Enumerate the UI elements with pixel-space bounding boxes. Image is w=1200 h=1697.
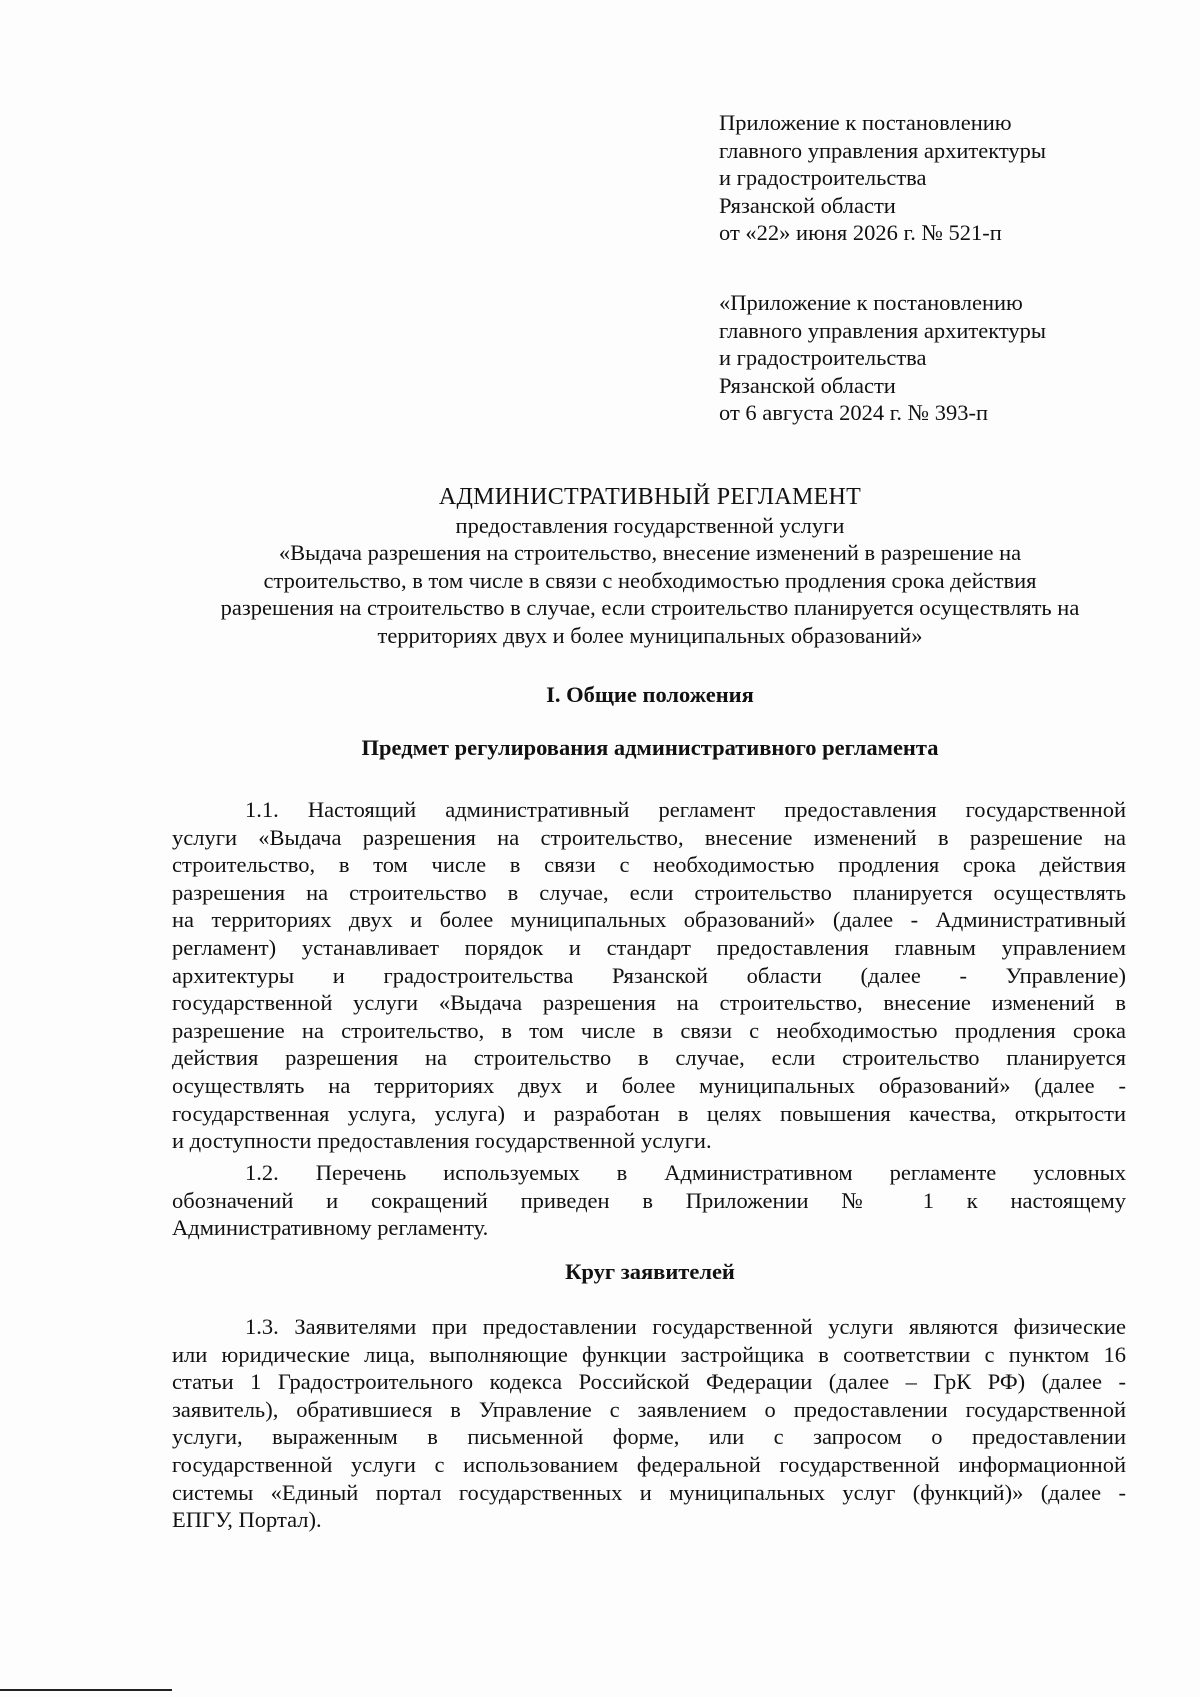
paragraph-line: обозначений и сокращений приведен в Приложении № 1 к настоящему xyxy=(172,1187,1126,1213)
paragraph-line: 1.3. Заявителями при предоставлении государственной услуги являются физические xyxy=(245,1314,1126,1339)
annex-line: главного управления архитектуры xyxy=(719,137,1047,163)
paragraph-line: услуги, выраженным в письменной форме, или с запросом о предоставлении xyxy=(172,1424,1126,1450)
paragraph-line: государственной услуги «Выдача разрешения на строительство, внесение изменений в xyxy=(172,990,1126,1016)
paragraph-line: архитектуры и градостроительства Рязанской области (далее - Управление) xyxy=(172,962,1126,988)
title-main: АДМИНИСТРАТИВНЫЙ РЕГЛАМЕНТ xyxy=(438,484,862,510)
annex-line: и градостроительства xyxy=(719,345,927,370)
paragraph-line: статьи 1 Градостроительного кодекса Российской Федерации (далее – ГрК РФ) (далее - xyxy=(172,1369,1126,1395)
title-line: разрешения на строительство в случае, если строительство планируется осуществлять на xyxy=(220,595,1080,620)
title-line: строительство, в том числе в связи с необходимостью продления срока действия xyxy=(263,567,1037,593)
paragraph-1-1 xyxy=(172,796,1126,1155)
paragraph-line: разрешения на строительство в случае, если строительство планируется осуществлять xyxy=(172,879,1126,905)
paragraph-line: действия разрешения на строительство в случае, если строительство планируется xyxy=(172,1045,1126,1071)
annex-line: «Приложение к постановлению xyxy=(719,290,1023,315)
title-line: территориях двух и более муниципальных образований» xyxy=(377,622,923,648)
paragraph-line: заявитель), обратившиеся в Управление с заявлением о предоставлении государственной xyxy=(172,1396,1126,1422)
annex-line: Приложение к постановлению xyxy=(719,110,1012,135)
paragraph-line: разрешение на строительство, в том числе в связи с необходимостью продления срока xyxy=(172,1017,1126,1043)
paragraph-line: государственная услуга, услуга) и разработан в целях повышения качества, открытости xyxy=(172,1100,1126,1126)
paragraph-line: системы «Единый портал государственных и муниципальных услуг (функций)» (далее - xyxy=(172,1479,1126,1505)
paragraph-1-2 xyxy=(172,1159,1126,1242)
paragraph-line: Административному регламенту. xyxy=(172,1215,489,1241)
title-line: «Выдача разрешения на строительство, внесение изменений в разрешение на xyxy=(278,540,1022,565)
applicants-heading: Круг заявителей xyxy=(565,1259,735,1284)
annex-line: от 6 августа 2024 г. № 393-п xyxy=(719,400,989,425)
subject-heading: Предмет регулирования административного регламента xyxy=(361,735,939,760)
section-heading: I. Общие положения xyxy=(546,682,754,707)
paragraph-line: 1.1. Настоящий административный регламент предоставления государственной xyxy=(245,797,1126,822)
annex-line: Рязанской области xyxy=(719,192,896,218)
annex-note-previous xyxy=(719,289,1159,427)
annex-line: и градостроительства xyxy=(719,165,927,190)
annex-line: главного управления архитектуры xyxy=(719,317,1047,343)
document-title xyxy=(160,484,1140,649)
paragraph-line: регламент) устанавливает порядок и стандарт предоставления главным управлением xyxy=(172,934,1126,960)
paragraph-line: услуги «Выдача разрешения на строительство, внесение изменений в разрешение на xyxy=(172,824,1126,850)
paragraph-line: и доступности предоставления государственной услуги. xyxy=(172,1128,712,1154)
paragraph-line: осуществлять на территориях двух и более муниципальных образований» (далее - xyxy=(172,1072,1126,1098)
paragraph-line: или юридические лица, выполняющие функции застройщика в соответствии с пунктом 16 xyxy=(172,1341,1126,1367)
paragraph-1-3 xyxy=(172,1313,1126,1534)
annex-note-current xyxy=(719,109,1159,247)
paragraph-line: строительство, в том числе в связи с необходимостью продления срока действия xyxy=(172,852,1126,878)
annex-line: от «22» июня 2026 г. № 521-п xyxy=(719,220,1002,245)
paragraph-line: на территориях двух и более муниципальных образований» (далее - Административный xyxy=(172,907,1126,933)
title-line: предоставления государственной услуги xyxy=(455,512,845,538)
paragraph-line: 1.2. Перечень используемых в Административном регламенте условных xyxy=(245,1160,1126,1185)
paragraph-line: ЕПГУ, Портал). xyxy=(172,1507,322,1533)
paragraph-line: государственной услуги с использованием федеральной государственной информационной xyxy=(172,1451,1126,1477)
annex-line: Рязанской области xyxy=(719,372,896,398)
footer-rule xyxy=(0,1689,172,1691)
